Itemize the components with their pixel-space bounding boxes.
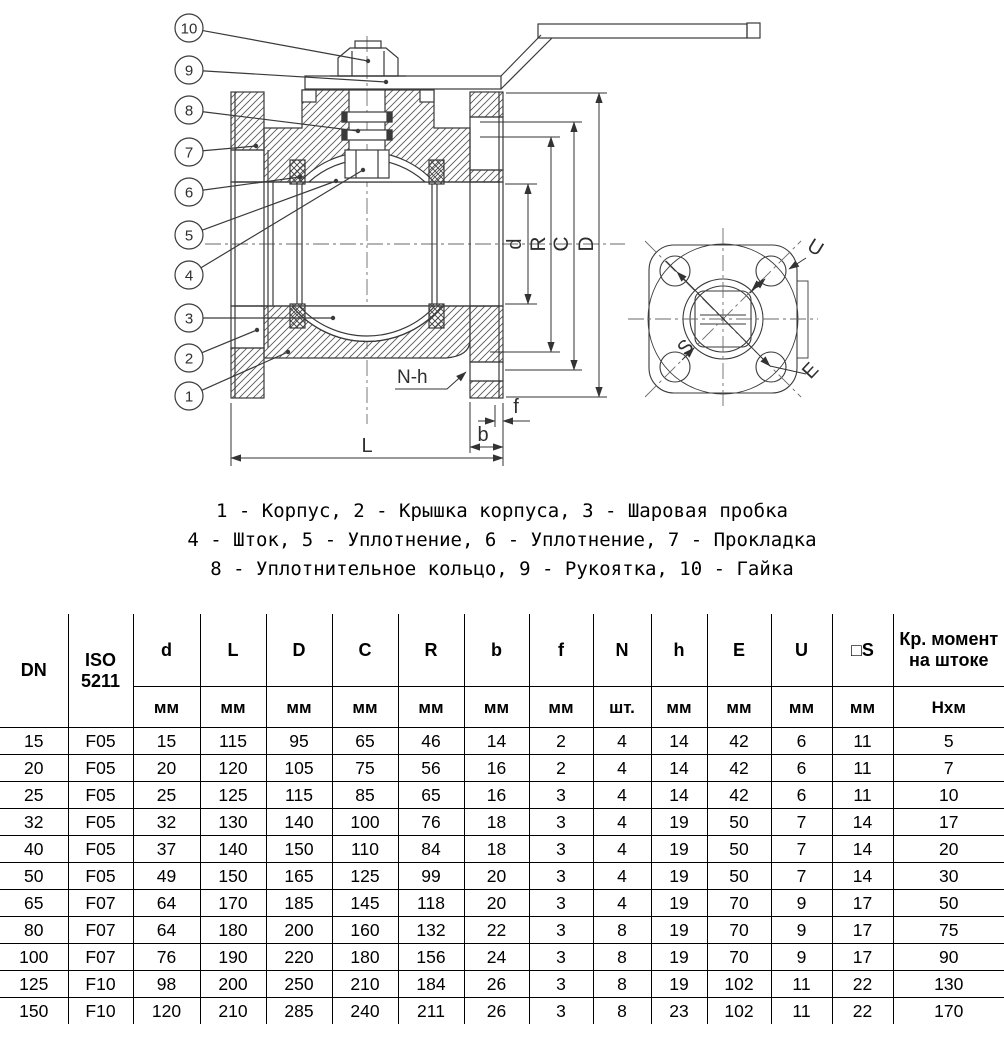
table-cell: 4	[593, 755, 651, 782]
col-header-U: U	[771, 614, 832, 687]
table-cell: F07	[68, 917, 133, 944]
callout-number-2: 2	[184, 350, 194, 368]
pad-view-labels	[673, 235, 827, 384]
table-cell: 11	[832, 755, 893, 782]
table-cell: 17	[832, 917, 893, 944]
table-cell: 7	[771, 809, 832, 836]
table-cell: 65	[332, 728, 398, 755]
table-cell: 32	[0, 809, 68, 836]
table-cell: 102	[707, 971, 771, 998]
table-cell: 14	[651, 728, 707, 755]
stem-nut	[330, 41, 406, 76]
table-cell: 3	[529, 836, 593, 863]
iso5211-pad-view	[628, 228, 818, 410]
table-cell: 17	[832, 944, 893, 971]
dim-label-b: b	[477, 424, 489, 446]
table-cell: 50	[707, 863, 771, 890]
table-cell: 3	[529, 863, 593, 890]
table-cell: 50	[707, 809, 771, 836]
table-cell: 18	[464, 809, 529, 836]
table-cell: 115	[200, 728, 266, 755]
table-cell: 220	[266, 944, 332, 971]
table-cell: 150	[266, 836, 332, 863]
table-cell: 200	[200, 971, 266, 998]
table-cell: 11	[832, 728, 893, 755]
col-header-R: R	[398, 614, 464, 687]
table-cell: 85	[332, 782, 398, 809]
table-cell: 3	[529, 917, 593, 944]
table-cell: 26	[464, 998, 529, 1025]
table-cell: 98	[133, 971, 200, 998]
table-cell: 64	[133, 917, 200, 944]
table-cell: 70	[707, 890, 771, 917]
table-cell: 42	[707, 755, 771, 782]
table-cell: 8	[593, 998, 651, 1025]
table-cell: 140	[200, 836, 266, 863]
table-cell: 250	[266, 971, 332, 998]
unit-d: мм	[133, 687, 200, 728]
table-cell: 19	[651, 944, 707, 971]
col-header-N: N	[593, 614, 651, 687]
unit-C: мм	[332, 687, 398, 728]
table-cell: 150	[0, 998, 68, 1025]
table-cell: 50	[707, 836, 771, 863]
table-cell: 20	[133, 755, 200, 782]
table-cell: 125	[332, 863, 398, 890]
callout-number-4: 4	[184, 267, 194, 285]
table-cell: 11	[771, 998, 832, 1025]
table-cell: 118	[398, 890, 464, 917]
table-cell: 65	[0, 890, 68, 917]
table-cell: 184	[398, 971, 464, 998]
table-cell: 156	[398, 944, 464, 971]
table-cell: 24	[464, 944, 529, 971]
legend-line-3: 8 - Уплотнительное кольцо, 9 - Рукоятка, 10 - Гайка	[210, 558, 794, 580]
table-cell: 3	[529, 971, 593, 998]
table-cell: 65	[398, 782, 464, 809]
table-cell: F05	[68, 782, 133, 809]
table-cell: 8	[593, 944, 651, 971]
table-cell: 7	[893, 755, 1004, 782]
callout-9	[175, 56, 388, 84]
dim-label-f: f	[513, 396, 519, 418]
table-row-dn-125	[0, 971, 1004, 998]
table-cell: 120	[200, 755, 266, 782]
table-cell: 3	[529, 890, 593, 917]
table-cell: 25	[133, 782, 200, 809]
table-cell: 50	[0, 863, 68, 890]
dim-label-D: D	[575, 236, 598, 252]
col-header-d: d	[133, 614, 200, 687]
table-cell: 4	[593, 890, 651, 917]
col-header-E: E	[707, 614, 771, 687]
table-cell: 120	[133, 998, 200, 1025]
table-cell: 240	[332, 998, 398, 1025]
table-cell: 130	[893, 971, 1004, 998]
table-cell: F05	[68, 755, 133, 782]
table-cell: 170	[893, 998, 1004, 1025]
dim-label-S: S	[673, 335, 699, 361]
table-cell: 22	[832, 998, 893, 1025]
table-cell: 80	[0, 917, 68, 944]
table-cell: 22	[464, 917, 529, 944]
dim-label-R: R	[527, 236, 550, 252]
table-cell: 7	[771, 863, 832, 890]
table-cell: 4	[593, 863, 651, 890]
unit-h: мм	[651, 687, 707, 728]
unit-R: мм	[398, 687, 464, 728]
table-cell: 46	[398, 728, 464, 755]
table-cell: 42	[707, 782, 771, 809]
unit-D: мм	[266, 687, 332, 728]
table-cell: 115	[266, 782, 332, 809]
table-cell: 14	[832, 836, 893, 863]
table-cell: 75	[332, 755, 398, 782]
table-cell: 3	[529, 944, 593, 971]
callout-6	[175, 175, 302, 206]
table-cell: 17	[832, 890, 893, 917]
table-cell: 49	[133, 863, 200, 890]
table-row-dn-65	[0, 890, 1004, 917]
table-cell: 14	[651, 755, 707, 782]
table-cell: 70	[707, 917, 771, 944]
table-cell: 20	[464, 890, 529, 917]
callout-4	[175, 168, 365, 289]
table-cell: 9	[771, 944, 832, 971]
table-cell: 23	[651, 998, 707, 1025]
table-cell: 18	[464, 836, 529, 863]
table-cell: 132	[398, 917, 464, 944]
unit-L: мм	[200, 687, 266, 728]
table-cell: 150	[200, 863, 266, 890]
col-header-dn: DN	[0, 614, 68, 728]
unit-E: мм	[707, 687, 771, 728]
table-cell: 20	[0, 755, 68, 782]
table-cell: 211	[398, 998, 464, 1025]
table-cell: 100	[0, 944, 68, 971]
table-cell: 3	[529, 998, 593, 1025]
table-cell: 2	[529, 755, 593, 782]
table-cell: F05	[68, 809, 133, 836]
table-cell: 22	[832, 971, 893, 998]
table-cell: 6	[771, 782, 832, 809]
callout-10	[175, 14, 370, 63]
table-cell: 16	[464, 755, 529, 782]
callout-number-5: 5	[184, 227, 194, 245]
table-cell: 42	[707, 728, 771, 755]
unit-b: мм	[464, 687, 529, 728]
table-cell: F05	[68, 728, 133, 755]
parts-legend	[0, 497, 1004, 584]
table-cell: 180	[332, 944, 398, 971]
table-cell: 17	[893, 809, 1004, 836]
table-cell: 6	[771, 755, 832, 782]
table-row-dn-15	[0, 728, 1004, 755]
table-cell: F07	[68, 890, 133, 917]
legend-line-2: 4 - Шток, 5 - Уплотнение, 6 - Уплотнение, 7 - Прокладка	[187, 529, 817, 551]
table-row-dn-80	[0, 917, 1004, 944]
valve-handle	[305, 23, 760, 89]
table-cell: 9	[771, 917, 832, 944]
table-cell: 190	[200, 944, 266, 971]
unit-U: мм	[771, 687, 832, 728]
table-cell: 200	[266, 917, 332, 944]
table-cell: 75	[893, 917, 1004, 944]
table-cell: 14	[832, 863, 893, 890]
table-cell: F05	[68, 863, 133, 890]
table-cell: 19	[651, 836, 707, 863]
table-cell: 76	[398, 809, 464, 836]
dim-label-U: U	[803, 234, 828, 262]
table-cell: 4	[593, 728, 651, 755]
table-cell: 15	[0, 728, 68, 755]
table-cell: 14	[832, 809, 893, 836]
table-cell: 285	[266, 998, 332, 1025]
dimensions-table	[0, 614, 1004, 1024]
col-header-torque: Кр. момент на штоке	[893, 614, 1004, 687]
col-header-C: C	[332, 614, 398, 687]
table-cell: 7	[771, 836, 832, 863]
table-cell: 9	[771, 890, 832, 917]
table-cell: 19	[651, 971, 707, 998]
unit-f: мм	[529, 687, 593, 728]
dim-label-C: C	[550, 236, 573, 252]
table-cell: 20	[893, 836, 1004, 863]
table-cell: 180	[200, 917, 266, 944]
table-cell: 185	[266, 890, 332, 917]
callout-number-7: 7	[184, 144, 194, 162]
table-cell: 102	[707, 998, 771, 1025]
dim-label-N-h: N-h	[397, 367, 428, 388]
table-cell: 8	[593, 917, 651, 944]
table-cell: 50	[893, 890, 1004, 917]
table-cell: 160	[332, 917, 398, 944]
table-cell: 170	[200, 890, 266, 917]
table-cell: F10	[68, 971, 133, 998]
unit-torque: Нхм	[893, 687, 1004, 728]
table-cell: 40	[0, 836, 68, 863]
table-row-dn-50	[0, 863, 1004, 890]
table-cell: 6	[771, 728, 832, 755]
table-cell: 56	[398, 755, 464, 782]
unit-sqS: мм	[832, 687, 893, 728]
dim-label-E: E	[798, 358, 824, 384]
table-cell: 3	[529, 809, 593, 836]
table-cell: 30	[893, 863, 1004, 890]
table-cell: 125	[200, 782, 266, 809]
legend-line-1: 1 - Корпус, 2 - Крышка корпуса, 3 - Шаровая пробка	[216, 500, 788, 522]
table-cell: 19	[651, 809, 707, 836]
table-cell: 26	[464, 971, 529, 998]
table-cell: 10	[893, 782, 1004, 809]
table-cell: 11	[771, 971, 832, 998]
table-cell: 84	[398, 836, 464, 863]
table-cell: 15	[133, 728, 200, 755]
table-cell: 19	[651, 863, 707, 890]
table-cell: 165	[266, 863, 332, 890]
col-header-iso5211: ISO 5211	[68, 614, 133, 728]
table-row-dn-100	[0, 944, 1004, 971]
table-cell: 19	[651, 917, 707, 944]
col-header-b: b	[464, 614, 529, 687]
table-row-dn-20	[0, 755, 1004, 782]
col-header-L: L	[200, 614, 266, 687]
table-cell: 3	[529, 782, 593, 809]
table-cell: 37	[133, 836, 200, 863]
table-cell: 8	[593, 971, 651, 998]
table-cell: 90	[893, 944, 1004, 971]
callout-number-3: 3	[184, 310, 194, 328]
table-row-dn-150	[0, 998, 1004, 1025]
callout-number-8: 8	[184, 102, 194, 120]
table-cell: 16	[464, 782, 529, 809]
table-cell: F05	[68, 836, 133, 863]
table-cell: 70	[707, 944, 771, 971]
table-cell: 19	[651, 890, 707, 917]
table-cell: 2	[529, 728, 593, 755]
table-cell: 99	[398, 863, 464, 890]
dim-label-d: d	[504, 238, 526, 250]
table-cell: 11	[832, 782, 893, 809]
table-cell: F10	[68, 998, 133, 1025]
table-cell: 14	[651, 782, 707, 809]
table-cell: 145	[332, 890, 398, 917]
table-cell: 4	[593, 836, 651, 863]
col-header-sqS: □S	[832, 614, 893, 687]
callout-number-9: 9	[184, 62, 194, 80]
table-cell: 125	[0, 971, 68, 998]
col-header-h: h	[651, 614, 707, 687]
table-cell: 105	[266, 755, 332, 782]
table-cell: 5	[893, 728, 1004, 755]
callout-number-10: 10	[180, 20, 198, 38]
table-cell: 14	[464, 728, 529, 755]
unit-N: шт.	[593, 687, 651, 728]
table-cell: 210	[332, 971, 398, 998]
table-cell: 130	[200, 809, 266, 836]
table-cell: 32	[133, 809, 200, 836]
col-header-D: D	[266, 614, 332, 687]
table-row-dn-25	[0, 782, 1004, 809]
table-cell: 4	[593, 782, 651, 809]
table-row-dn-40	[0, 836, 1004, 863]
table-cell: 20	[464, 863, 529, 890]
table-cell: 64	[133, 890, 200, 917]
table-cell: 95	[266, 728, 332, 755]
table-cell: 76	[133, 944, 200, 971]
table-cell: F07	[68, 944, 133, 971]
ball-valve-technical-drawing	[0, 0, 1004, 478]
table-cell: 100	[332, 809, 398, 836]
table-cell: 25	[0, 782, 68, 809]
callout-number-1: 1	[184, 388, 194, 406]
table-cell: 140	[266, 809, 332, 836]
table-row-dn-32	[0, 809, 1004, 836]
table-cell: 210	[200, 998, 266, 1025]
table-cell: 4	[593, 809, 651, 836]
col-header-f: f	[529, 614, 593, 687]
callout-number-6: 6	[184, 184, 194, 202]
table-cell: 110	[332, 836, 398, 863]
dim-label-L: L	[361, 435, 373, 457]
